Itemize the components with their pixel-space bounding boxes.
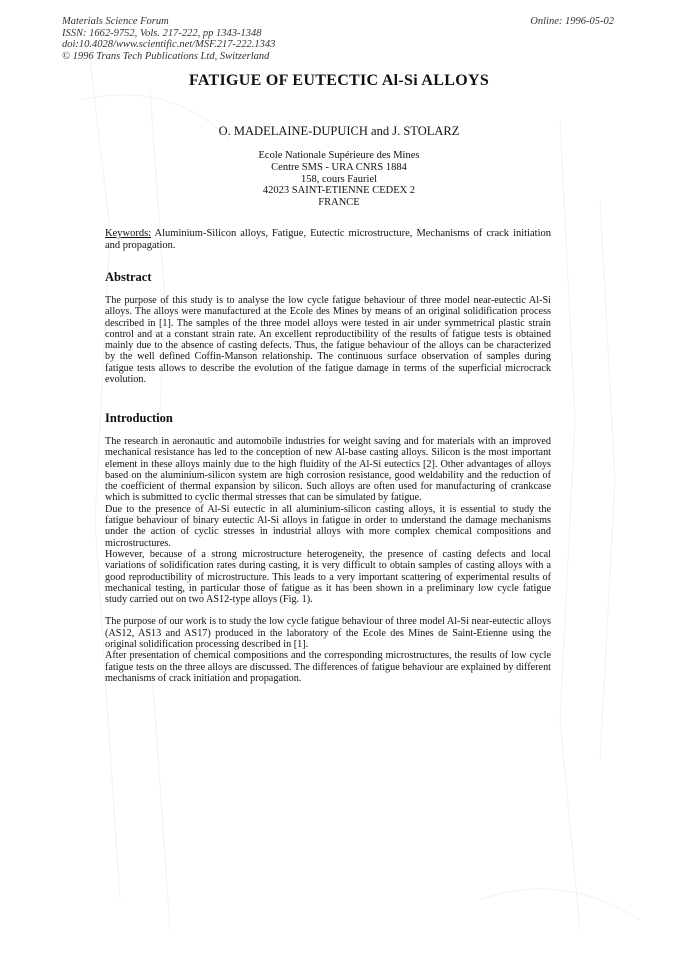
intro-paragraph-4: The purpose of our work is to study the low cycle fatigue behaviour of three model Al-Si near-eutectic alloys (AS12, AS13 and AS17) produced in the laboratory of the Ecole des Mines de Saint-Etienne using the original solidification processing described in [1]. [105,616,551,651]
affiliation-line: 42023 SAINT-ETIENNE CEDEX 2 [262,185,416,197]
keywords-text: Aluminium-Silicon alloys, Fatigue, Eutectic microstructure, Mechanisms of crack initiation and propagation. [105,228,551,251]
citation-header [62,16,275,62]
intro-paragraph-3: However, because of a strong microstructure heterogeneity, the presence of casting defects and local variations of solidification rates during casting, it is very difficult to obtain samples of casting alloys with a good reproductibility of microstructure. This leads to a very important scattering of experimental results of mechanical testing, in particular those of fatigue as it has been shown in a preliminary low cycle fatigue study carried out on two AS12-type alloys (Fig. 1). [105,548,551,606]
affiliation-line: FRANCE [318,197,360,209]
keywords [105,228,551,251]
keywords-label: Keywords: [105,228,152,239]
copyright-line: © 1996 Trans Tech Publications Ltd, Switzerland [62,50,270,62]
abstract-body [105,295,551,385]
affiliation-line: 158, cours Fauriel [300,173,378,185]
online-date: Online: 1996-05-02 [530,16,614,27]
abstract-heading: Abstract [105,270,152,284]
affiliation-line: Centre SMS - URA CNRS 1884 [271,161,407,173]
introduction-body [105,436,551,684]
doi-line[interactable]: doi:10.4028/www.scientific.net/MSF.217-222.1343 [62,39,276,50]
introduction-heading: Introduction [105,411,173,425]
affiliation-block [0,150,678,209]
journal-name: Materials Science Forum [62,16,169,27]
paper-title: FATIGUE OF EUTECTIC Al-Si ALLOYS [188,72,490,89]
intro-paragraph-2: Due to the presence of Al-Si eutectic in all aluminium-silicon casting alloys, it is essential to study the fatigue behaviour of binary eutectic Al-Si alloys in fatigue in order to understand the damage mechanisms under the action of cyclic stresses in industrial alloys with more complex chemical compositions and microstructures. [105,503,551,549]
paper-authors: O. MADELAINE-DUPUICH and J. STOLARZ [218,124,460,138]
intro-paragraph-5: After presentation of chemical compositions and the corresponding microstructures, the results of low cycle fatigue tests on the three alloys are discussed. The differences of fatigue behaviour are explained by different mechanisms of crack initiation and propagation. [105,650,551,684]
affiliation-line: Ecole Nationale Supérieure des Mines [258,150,420,161]
abstract-paragraph: The purpose of this study is to analyse the low cycle fatigue behaviour of three model near-eutectic Al-Si alloys. The alloys were manufactured at the Ecole des Mines by means of an original solidification process described in [1]. The samples of the three model alloys were tested in air under symmetrical plastic strain control and at a constant strain rate. An excellent reproductibility of the results of fatigue tests is obtained mainly due to the absence of casting defects. Thus, the fatigue behaviour of the alloys can be characterized by the well defined Coffin-Manson relationship. The continuous surface observation of samples during fatigue tests allows to describe the evolution of the fatigue damage in terms of the superficial microcrack evolution. [105,295,551,386]
intro-paragraph-1: The research in aeronautic and automobile industries for weight saving and for materials with an improved mechanical resistance has led to the conception of new Al-base casting alloys. Silicon is the most important element in these alloys mainly due to the high fluidity of the Al-Si eutectics [2]. Other advantages of alloys based on the aluminium-silicon system are high corrosion resistance, good weldability and the reduction of the coefficient of thermal expansion by silicon. Such alloys are often used for manufacturing of crankcase which is submitted to cyclic thermal stresses that can be simulated by fatigue. [105,436,551,504]
issn-line: ISSN: 1662-9752, Vols. 217-222, pp 1343-1348 [62,27,262,39]
